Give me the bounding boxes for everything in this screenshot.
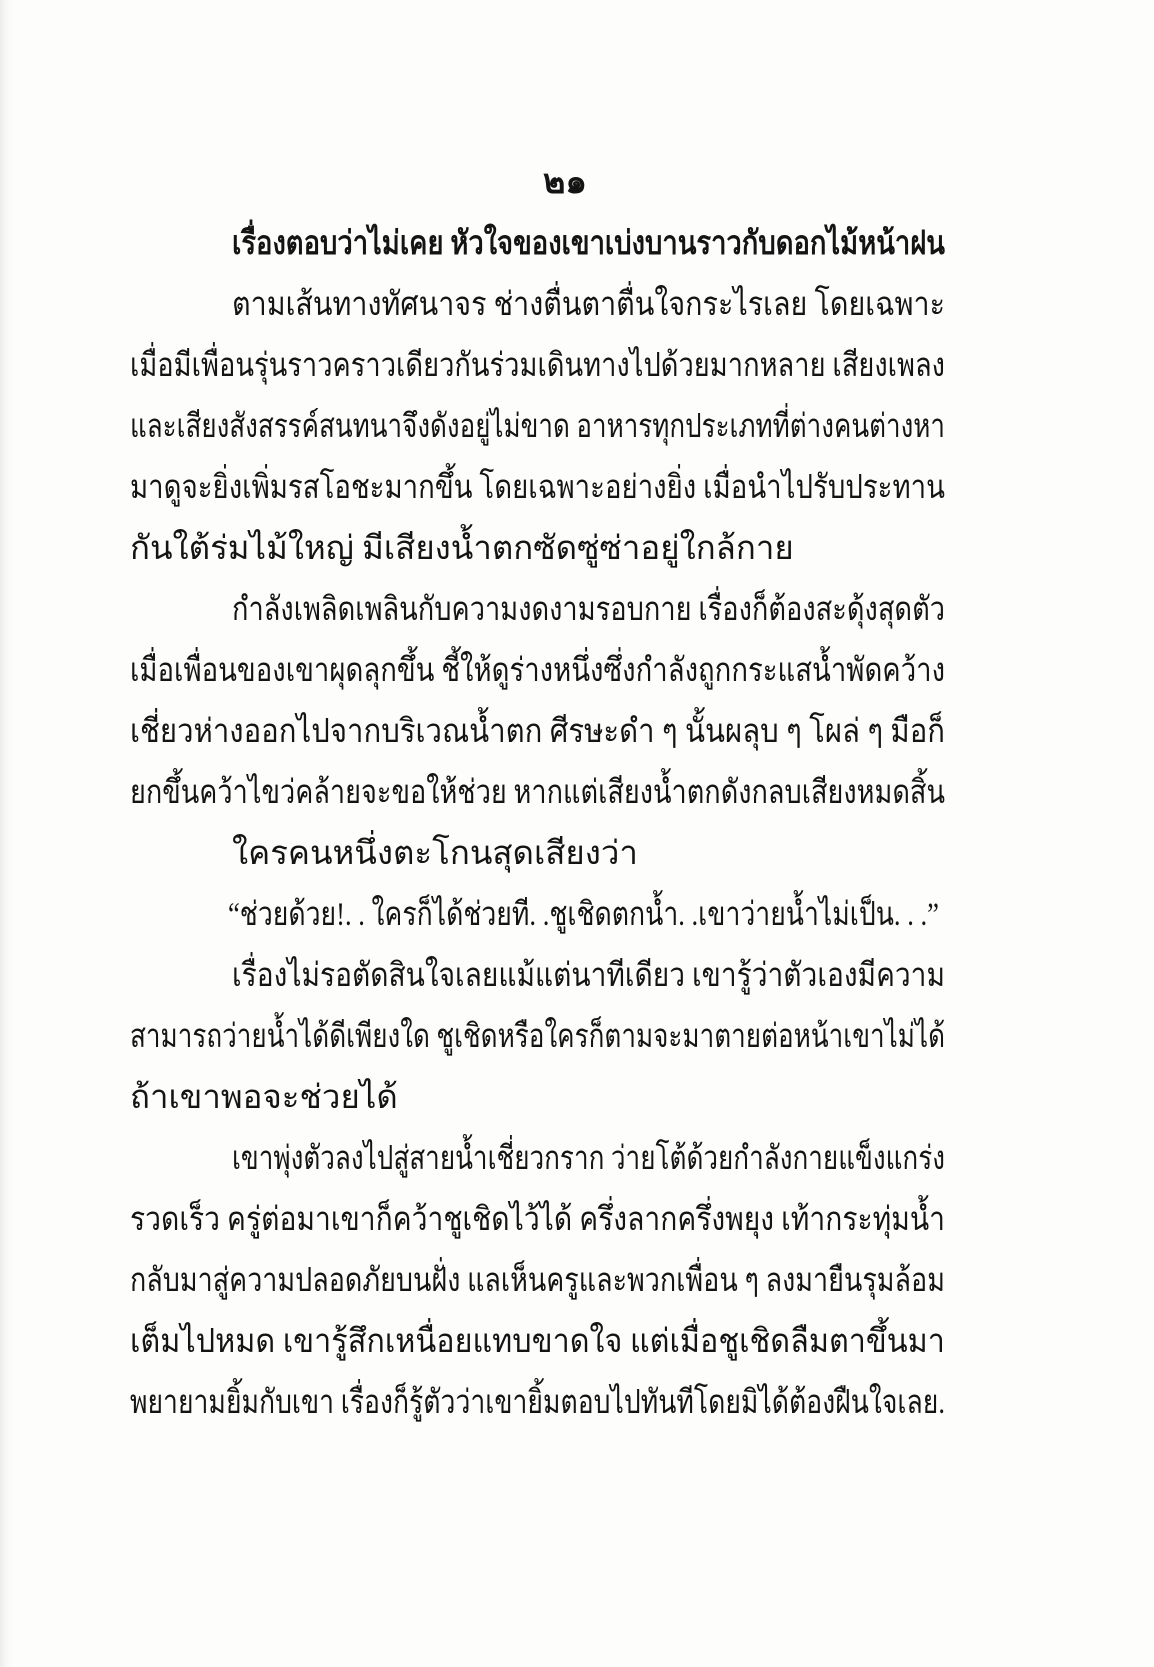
line-text: เรื่องไม่รอตัดสินใจเลยแม้แต่นาทีเดียว เขารู้ว่าตัวเองมีความ xyxy=(232,958,945,994)
line-text: เรื่องตอบว่าไม่เคย หัวใจของเขาเบ่งบานราวกับดอกไม้หน้าฝน xyxy=(232,226,945,262)
quote-line xyxy=(228,885,939,946)
paragraph-line xyxy=(232,580,945,641)
line-text: และเสียงสังสรรค์สนทนาจึงดังอยู่ไม่ขาด อาหารทุกประเภทที่ต่างคนต่างหา xyxy=(130,409,946,445)
paragraph-line xyxy=(130,763,945,824)
line-text: ตามเส้นทางทัศนาจร ช่างตื่นตาตื่นใจกระไรเลย โดยเฉพาะ xyxy=(232,287,946,323)
paragraph-line xyxy=(130,519,945,580)
line-text: สามารถว่ายน้ำได้ดีเพียงใด ชูเชิดหรือใครก็ตามจะมาตายต่อหน้าเขาไม่ได้ xyxy=(130,1019,945,1055)
paragraph-line xyxy=(232,946,945,1007)
paragraph-line xyxy=(130,397,945,458)
paragraph-line xyxy=(130,1007,945,1068)
paragraph-line xyxy=(130,1251,945,1312)
line-text: เมื่อมีเพื่อนรุ่นราวคราวเดียวกันร่วมเดินทางไปด้วยมากหลาย เสียงเพลง xyxy=(130,348,945,384)
paragraph-line xyxy=(130,641,945,702)
line-text: กำลังเพลิดเพลินกับความงดงามรอบกาย เรื่องก็ต้องสะดุ้งสุดตัว xyxy=(232,592,946,628)
line-text: เขาพุ่งตัวลงไปสู่สายน้ำเชี่ยวกราก ว่ายโต้ด้วยกำลังกายแข็งแกร่ง xyxy=(232,1141,945,1177)
line-text: เมื่อเพื่อนของเขาผุดลุกขึ้น ชี้ให้ดูร่างหนึ่งซึ่งกำลังถูกกระแสน้ำพัดคว้าง xyxy=(130,653,946,689)
line-text: พยายามยิ้มกับเขา เรื่องก็รู้ตัวว่าเขายิ้มตอบไปทันทีโดยมิได้ต้องฝืนใจเลย. xyxy=(130,1385,945,1421)
line-text: ถ้าเขาพอจะช่วยได้ xyxy=(130,1080,398,1116)
line-text: เต็มไปหมด เขารู้สึกเหนื่อยแทบขาดใจ แต่เมื่อชูเชิดลืมตาขึ้นมา xyxy=(130,1324,945,1360)
paragraph-line xyxy=(130,1312,945,1373)
page-number: ๒๑ xyxy=(543,164,587,201)
paragraph-line xyxy=(130,1373,945,1434)
line-text: กันใต้ร่มไม้ใหญ่ มีเสียงน้ำตกซัดซู่ซ่าอยู่ใกล้กาย xyxy=(130,531,794,567)
paragraph-line xyxy=(130,458,945,519)
line-text: ใครคนหนึ่งตะโกนสุดเสียงว่า xyxy=(232,836,638,872)
paragraph-line xyxy=(130,702,945,763)
line-text: เชี่ยวห่างออกไปจากบริเวณน้ำตก ศีรษะดำ ๆ นั้นผลุบ ๆ โผล่ ๆ มือก็ xyxy=(130,714,946,750)
line-text: มาดูจะยิ่งเพิ่มรสโอชะมากขึ้น โดยเฉพาะอย่างยิ่ง เมื่อนำไปรับประทาน xyxy=(130,470,945,506)
paragraph-line xyxy=(232,1129,945,1190)
paragraph-line xyxy=(130,1068,945,1129)
paragraph-line xyxy=(232,275,945,336)
line-text: กลับมาสู่ความปลอดภัยบนฝั่ง แลเห็นครูและพวกเพื่อน ๆ ลงมายืนรุมล้อม xyxy=(130,1263,945,1299)
body-text xyxy=(130,214,945,1434)
paragraph-line xyxy=(130,1190,945,1251)
line-text: รวดเร็ว ครู่ต่อมาเขาก็คว้าชูเชิดไว้ได้ ครึ่งลากครึ่งพยุง เท้ากระทุ่มน้ำ xyxy=(130,1202,946,1238)
paragraph-line xyxy=(232,824,945,885)
paragraph-line xyxy=(130,336,945,397)
line-text: “ช่วยด้วย!. . ใครก็ได้ช่วยที. .ชูเชิดตกน้ำ. .เขาว่ายน้ำไม่เป็น. . .” xyxy=(228,897,939,933)
opening-line xyxy=(232,214,945,275)
line-text: ยกขึ้นคว้าไขว่คล้ายจะขอให้ช่วย หากแต่เสียงน้ำตกดังกลบเสียงหมดสิ้น xyxy=(130,775,945,811)
